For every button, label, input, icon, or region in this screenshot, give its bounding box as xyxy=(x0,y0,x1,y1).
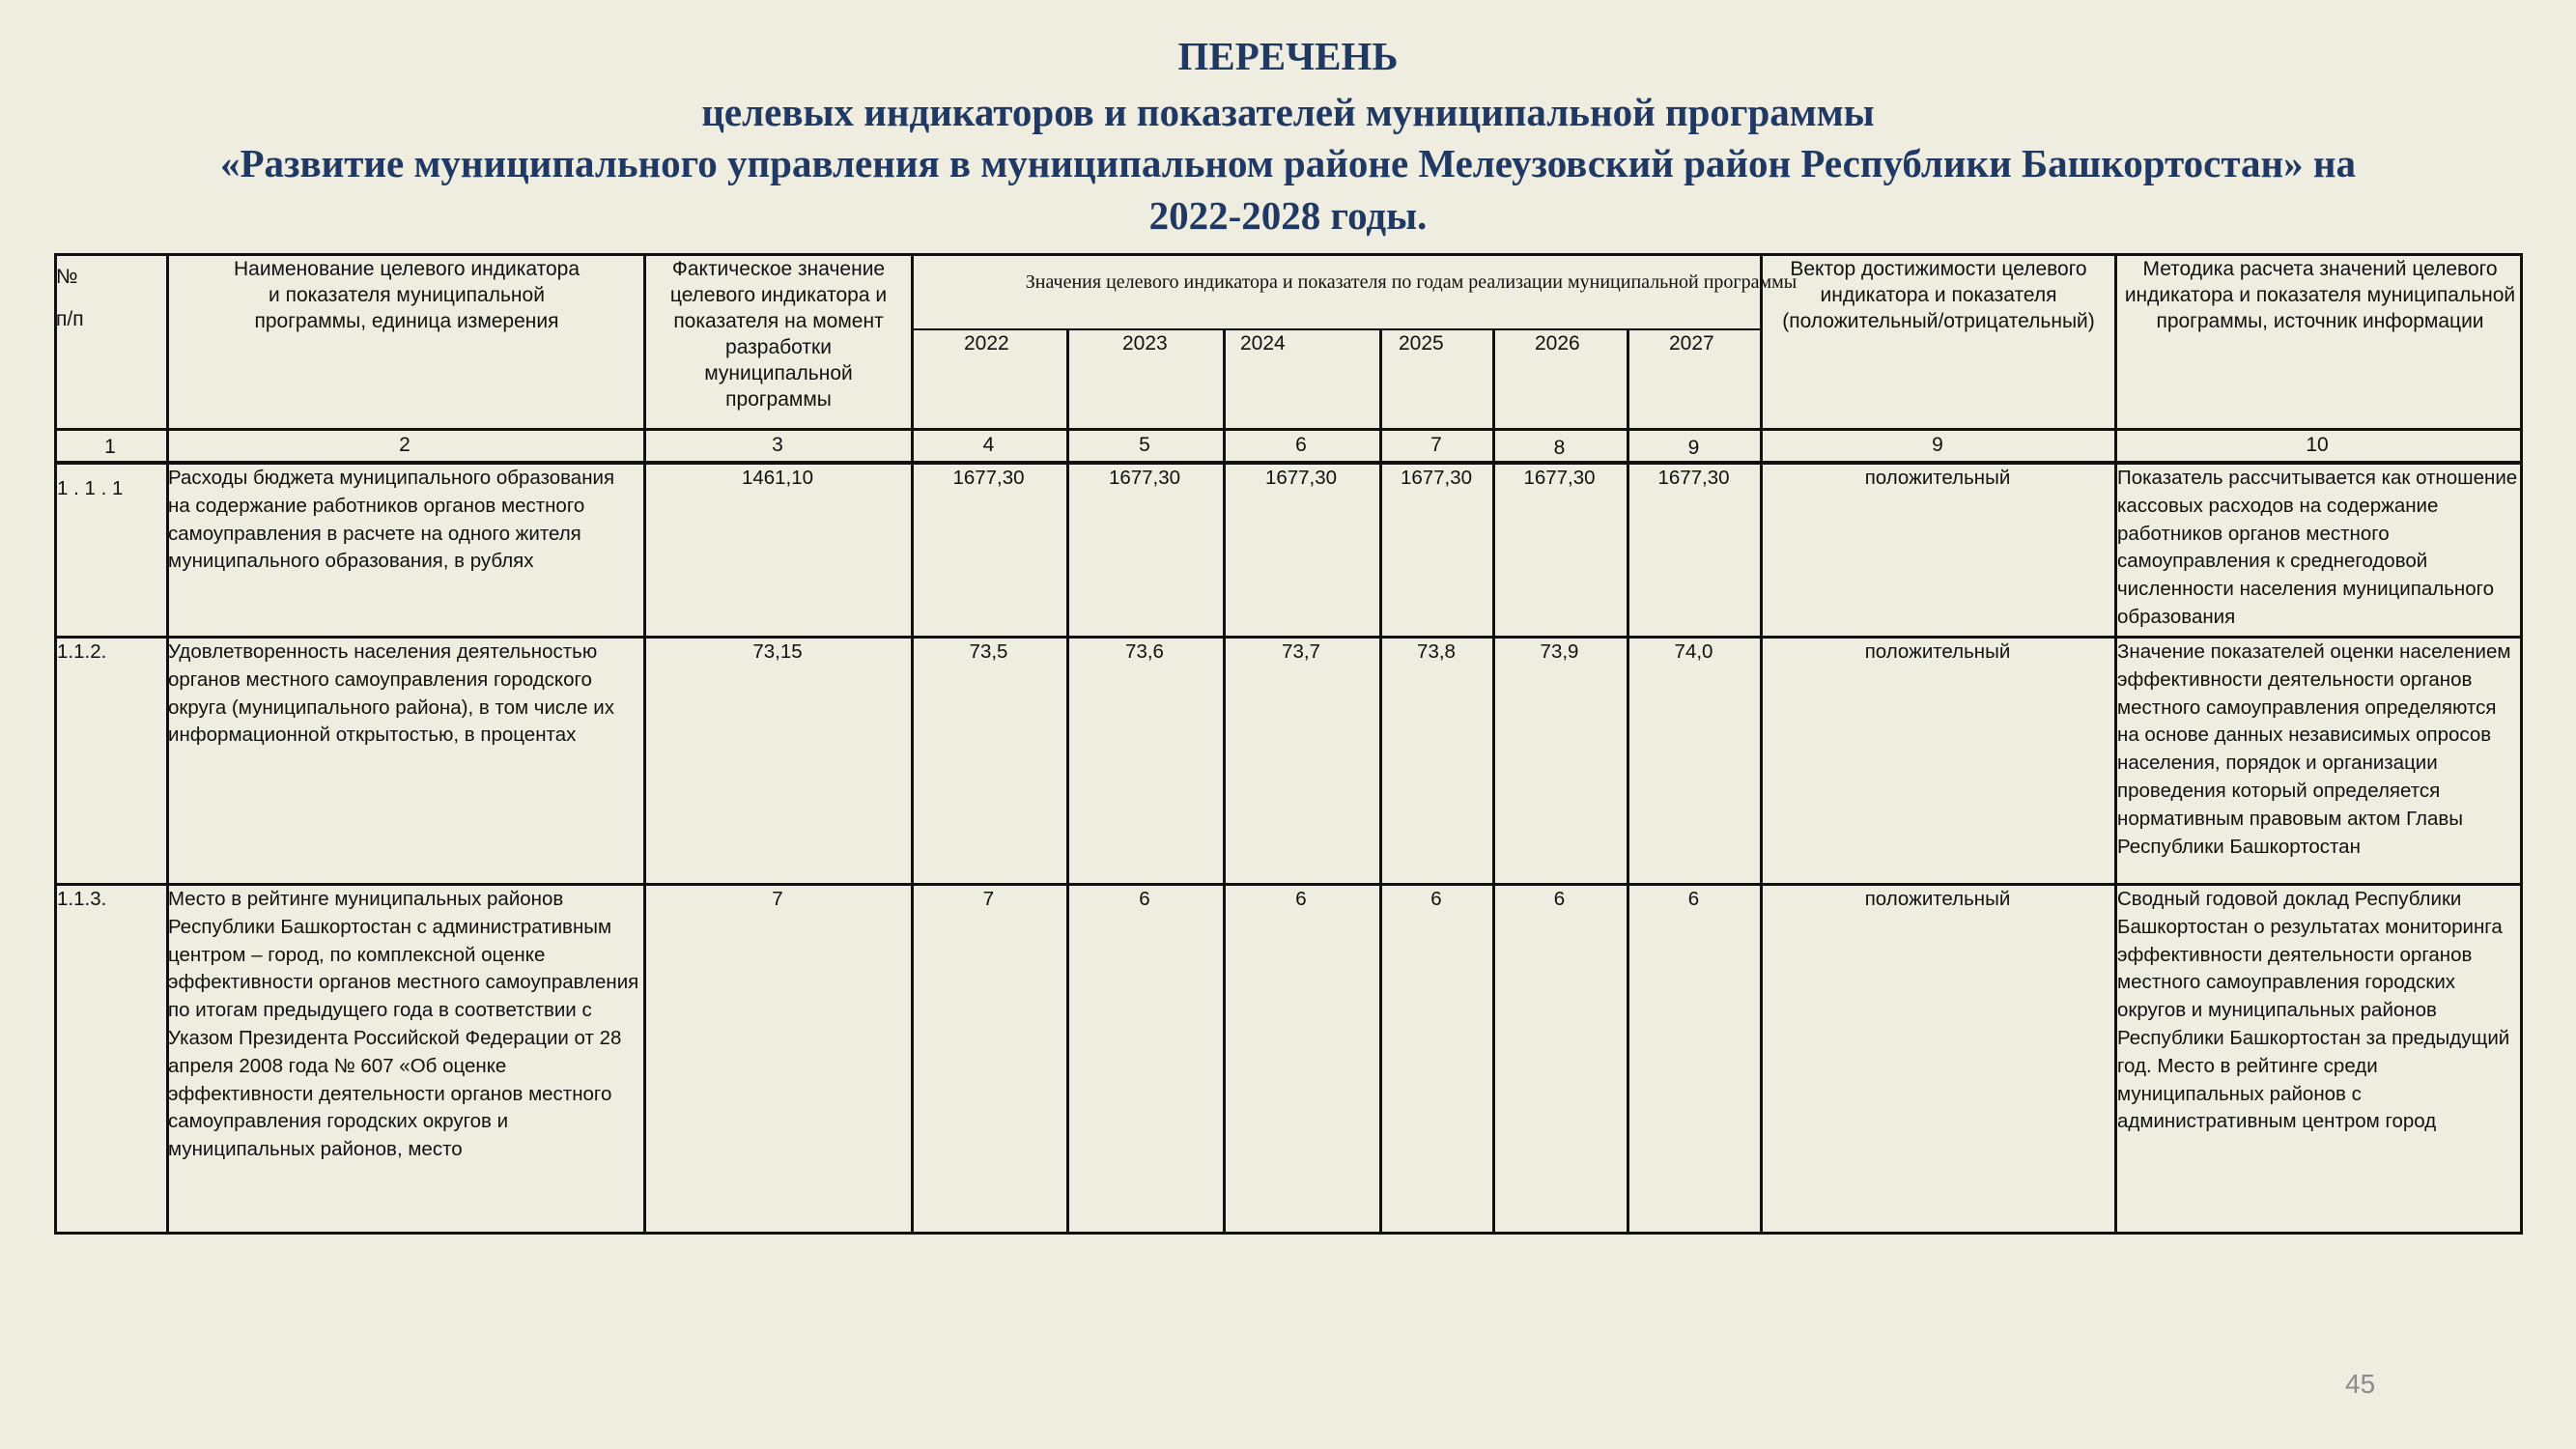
row3-num: 1.1.3. xyxy=(57,888,107,910)
row2-2027: 74,0 xyxy=(1674,640,1713,663)
colnum-5: 5 xyxy=(1139,434,1150,456)
colnum-3: 3 xyxy=(772,434,783,456)
row2-vector: положительный xyxy=(1864,640,2011,663)
row3-2026: 6 xyxy=(1553,888,1566,910)
row1-2027: 1677,30 xyxy=(1657,467,1730,489)
header-actual: Фактическое значение целевого индикатора и показателя на момент разработки муниципальной программы xyxy=(669,258,888,411)
colnum-11: 10 xyxy=(2306,434,2329,456)
row3-actual: 7 xyxy=(772,888,783,910)
colnum-8: 8 xyxy=(1553,437,1566,459)
header-year-2026: 2026 xyxy=(1535,332,1580,355)
col-border-0 xyxy=(54,253,57,1235)
row3-2022: 7 xyxy=(982,888,995,910)
indicators-table xyxy=(54,253,2523,1235)
colnum-2: 2 xyxy=(399,434,410,456)
row2-2025: 73,8 xyxy=(1417,640,1456,663)
header-year-2024: 2024 xyxy=(1240,332,1286,355)
row1-method: Показатель рассчитывается как отношение кассовых расходов на содержание работников органов местного самоуправления к среднегодовой численности населения муниципального образования xyxy=(2117,467,2518,628)
header-divider xyxy=(54,428,2523,431)
row1-num: 1 . 1 . 1 xyxy=(57,477,124,499)
row3-name: Место в рейтинге муниципальных районов Республики Башкортостан с административным центром – город, по комплексной оценке эффективности органов местного самоуправления по итогам предыдущего года в соответствии с Указом Президента Российской Федерации от 28 апреля 2008 года № 607 «Об оценке эффективности деятельности органов местного самоуправления городских округов и муниципальных районов, место xyxy=(168,888,639,1161)
row2-2026: 73,9 xyxy=(1540,640,1579,663)
header-name: Наименование целевого индикатора и показателя муниципальной программы, единица измерения xyxy=(233,258,580,332)
colnum-1: 1 xyxy=(104,436,116,458)
row2-name: Удовлетворенность населения деятельностью органов местного самоуправления городского округа (муниципального района), в том числе их информационной открытостью, в процентах xyxy=(168,640,614,747)
col-border-2 xyxy=(643,253,646,1235)
row1-2022: 1677,30 xyxy=(952,467,1025,489)
row1-name: Расходы бюджета муниципального образования на содержание работников органов местного самоуправления в расчете на одного жителя муниципального образования, в рублях xyxy=(168,467,615,573)
row3-2027: 6 xyxy=(1687,888,1700,910)
program-period: 2022-2028 годы. xyxy=(1148,193,1428,238)
row1-vector: положительный xyxy=(1864,467,2011,489)
col-border-3 xyxy=(911,253,914,1235)
row3-2025: 6 xyxy=(1430,888,1442,910)
col-border-9 xyxy=(1760,253,1763,1235)
header-year-2025: 2025 xyxy=(1399,332,1444,355)
row3-method: Сводный годовой доклад Республики Башкортостан о результатах мониторинга эффективности деятельности органов местного самоуправления городских округов и муниципальных районов Республики Башкортостан за предыдущий год. Место в рейтинге среди муниципальных районов с административным центром город xyxy=(2117,888,2510,1133)
colnum-10: 9 xyxy=(1932,434,1943,456)
colnum-6: 6 xyxy=(1295,434,1307,456)
header-method: Методика расчета значений целевого индикатора и показателя муниципальной программы, источник информации xyxy=(2124,258,2516,332)
program-name: «Развитие муниципального управления в муниципальном районе Мелеузовский район Республики Башкортостан» на xyxy=(219,141,2357,185)
row1-actual: 1461,10 xyxy=(741,467,814,489)
page-number: 45 xyxy=(2345,1369,2376,1399)
header-year-2027: 2027 xyxy=(1669,332,1714,355)
header-year-2022: 2022 xyxy=(964,332,1009,355)
row3-vector: положительный xyxy=(1864,888,2011,910)
row1-2026: 1677,30 xyxy=(1523,467,1596,489)
document-subtitle: целевых индикаторов и показателей муниципальной программы xyxy=(701,90,1875,134)
colnum-9: 9 xyxy=(1687,437,1700,459)
row2-method: Значение показателей оценки населением эффективности деятельности органов местного самоуправления определяются на основе данных независимых опросов населения, порядок и организации проведения который определяется нормативным правовым актом Главы Республики Башкортостан xyxy=(2117,640,2511,858)
document-title: ПЕРЕЧЕНЬ xyxy=(1177,34,1399,78)
col-border-11 xyxy=(2520,253,2523,1235)
colnum-4: 4 xyxy=(982,434,995,456)
row1-2024: 1677,30 xyxy=(1264,467,1338,489)
header-years-group: Значения целевого индикатора и показателя по годам реализации муниципальной программы xyxy=(1025,271,1798,293)
header-vector: Вектор достижимости целевого индикатора и показателя (положительный/отрицательный) xyxy=(1782,258,2095,332)
row1-2023: 1677,30 xyxy=(1108,467,1181,489)
row3-2024: 6 xyxy=(1295,888,1307,910)
row2-num: 1.1.2. xyxy=(57,640,107,663)
table-border-bottom xyxy=(54,1232,2523,1235)
row1-2025: 1677,30 xyxy=(1400,467,1473,489)
row2-2022: 73,5 xyxy=(969,640,1008,663)
header-num: № п/п xyxy=(56,266,84,330)
header-year-2023: 2023 xyxy=(1122,332,1168,355)
row2-2023: 73,6 xyxy=(1125,640,1164,663)
row2-actual: 73,15 xyxy=(752,640,803,663)
row3-2023: 6 xyxy=(1139,888,1150,910)
colnum-7: 7 xyxy=(1430,434,1442,456)
row2-2024: 73,7 xyxy=(1282,640,1320,663)
